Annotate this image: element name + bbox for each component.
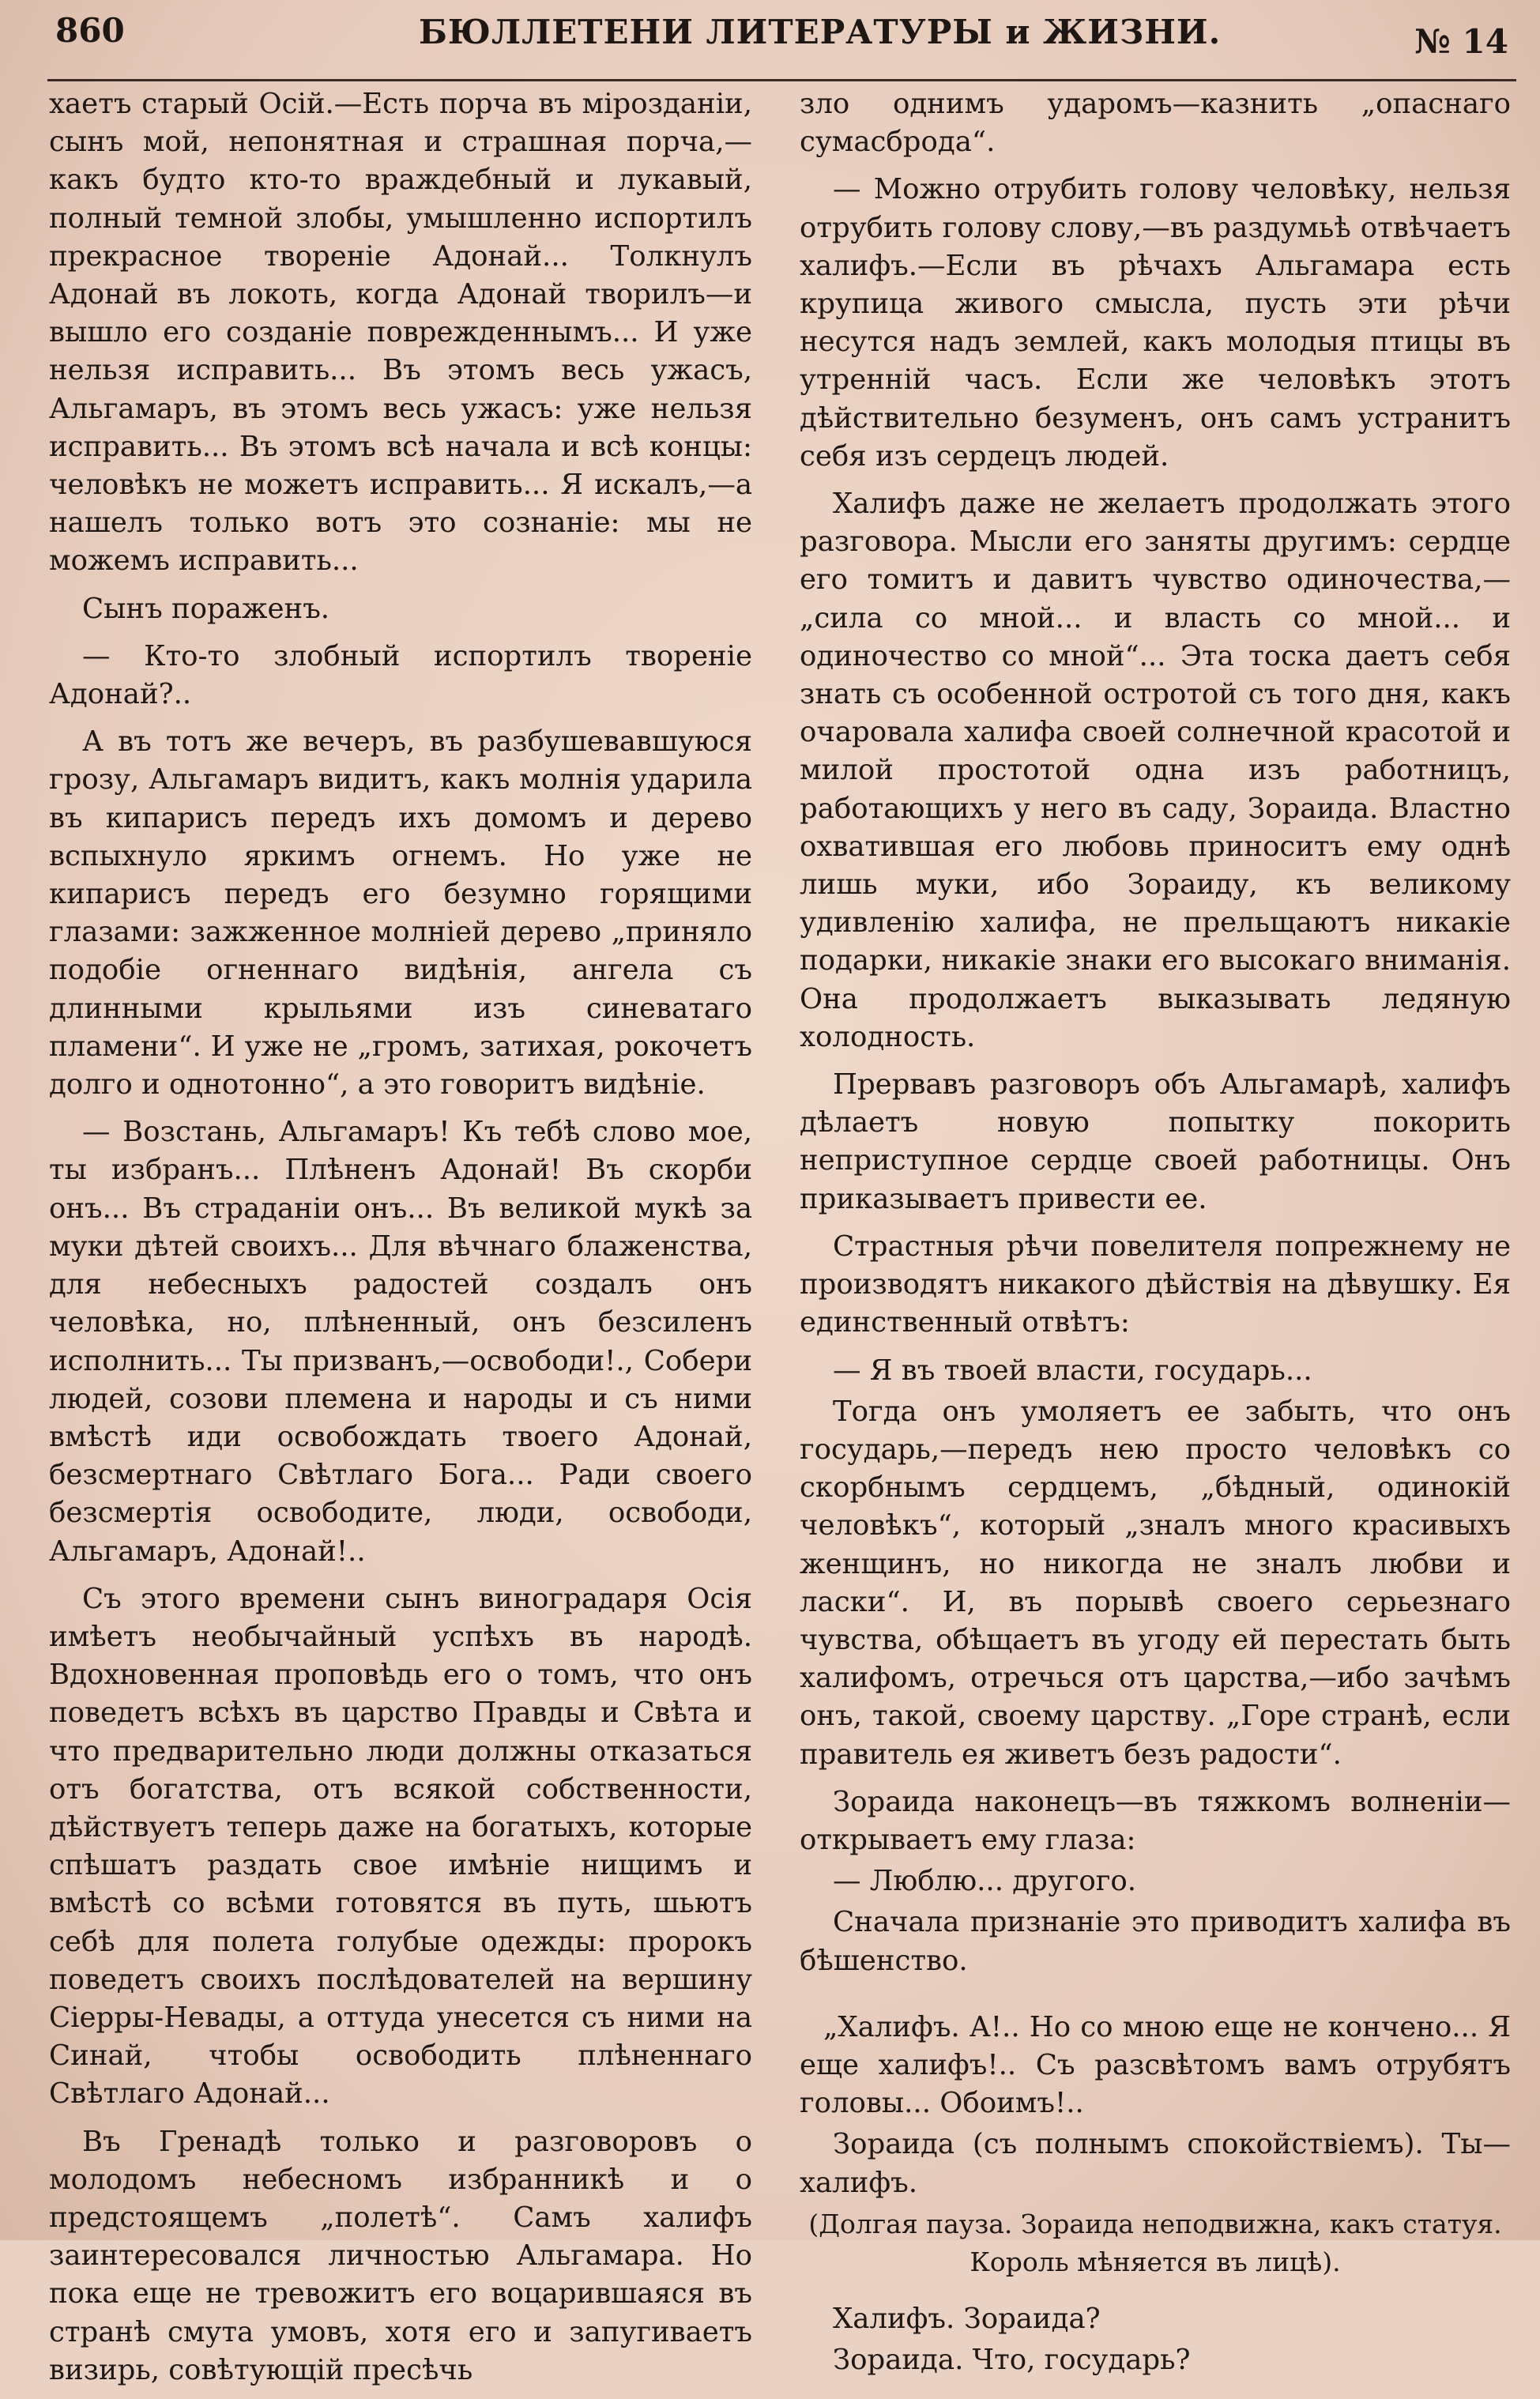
paragraph: Сначала признаніе это приводитъ халифа въ бѣшенство. xyxy=(800,1906,1511,1977)
paragraph: — Кто-то злобный испортилъ твореніе Адонай?.. xyxy=(49,639,752,711)
paragraph: Прервавъ разговоръ объ Альгамарѣ, халифъ дѣлаетъ новую попытку покорить неприступное сердце своей работницы. Онъ приказываетъ привести ее. xyxy=(800,1068,1511,1215)
paragraph: Халифъ даже не желаетъ продолжать этого разговора. Мысли его заняты другимъ: сердце его томитъ и давитъ чувство одиночества,—„сила со мной... и власть со мной... и одиночество со мной“... Эта тоска даетъ себя знать съ особенной остротой съ того дня, какъ очаровала халифа своей солнечной красотой и милой простотой одна изъ работницъ, работающихъ у него въ саду, Зораида. Властно охватившая его любовь приноситъ ему однѣ лишь муки, ибо Зораиду, къ великому удивленію халифа, не прельщаютъ никакіе подарки, никакіе знаки его высокаго вниманія. Она продолжаетъ выказывать ледяную холодность. xyxy=(800,488,1511,1053)
issue-number: № 14 xyxy=(1414,22,1508,61)
page-number: 860 xyxy=(55,11,125,50)
running-header xyxy=(55,8,1508,61)
running-title: БЮЛЛЕТЕНИ ЛИТЕРАТУРЫ и ЖИЗНИ. xyxy=(419,13,1222,51)
paragraph: — Возстань, Альгамаръ! Къ тебѣ слово мое, ты избранъ... Плѣненъ Адонай! Въ скорби онъ... Въ страданіи онъ... Въ великой мукѣ за муки дѣтей своихъ... Для вѣчнаго блаженства, для небесныхъ радостей создалъ онъ человѣка, но, плѣненный, онъ безсиленъ исполнить... Ты призванъ,—освободи!., Собери людей, созови племена и народы и съ ними вмѣстѣ иди освобождать твоего Адонай, безсмертнаго Свѣтлаго Бога... Ради своего безсмертія освободите, люди, освободи, Альгамаръ, Адонай!.. xyxy=(49,1116,752,1568)
paragraph: Тогда онъ умоляетъ ее забыть, что онъ государь,—передъ нею просто человѣкъ со скорбнымъ сердцемъ, „бѣдный, одинокій человѣкъ“, который „зналъ много красивыхъ женщинъ, но никогда не зналъ любви и ласки“. И, въ порывѣ своего серьезнаго чувства, обѣщаетъ въ угоду ей перестать быть халифомъ, отречься отъ царства,—ибо зачѣмъ онъ, такой, своему царству. „Горе странѣ, если правитель ея живетъ безъ радости“. xyxy=(800,1395,1511,1771)
left-column xyxy=(49,85,752,2399)
paragraph: хаетъ старый Осій.—Есть порча въ мірозданіи, сынъ мой, непонятная и страшная порча,—какъ будто кто-то враждебный и лукавый, полный темной злобы, умышленно испортилъ прекрасное твореніе Адонай... Толкнулъ Адонай въ локоть, когда Адонай творилъ—и вышло его созданіе поврежденнымъ... И уже нельзя исправить... Въ этомъ весь ужасъ, Альгамаръ, въ этомъ весь ужасъ: уже нельзя исправить... Въ этомъ всѣ начала и всѣ концы: человѣкъ не можетъ исправить... Я искалъ,—а нашелъ только вотъ это сознаніе: мы не можемъ исправить... xyxy=(49,88,752,578)
paragraph: зло однимъ ударомъ—казнить „опаснаго сумасброда“. xyxy=(800,88,1511,159)
paragraph: Съ этого времени сынъ виноградаря Осія имѣетъ необычайный успѣхъ въ народѣ. Вдохновенная проповѣдь его о томъ, что онъ поведетъ всѣхъ въ царство Правды и Свѣта и что предварительно люди должны отказаться отъ богатства, отъ всякой собственности, дѣйствуетъ теперь даже на богатыхъ, которые спѣшатъ раздать свое имѣніе нищимъ и вмѣстѣ со всѣми готовятся въ путь, шьютъ себѣ для полета голубые одежды: пророкъ поведетъ своихъ послѣдователей на вершину Сіерры-Невады, а оттуда унесется съ ними на Синай, чтобы освободить плѣненнаго Свѣтлаго Адонай... xyxy=(49,1582,752,2111)
right-column xyxy=(800,85,1511,2383)
play-excerpt-line: Зораида (съ полнымъ спокойствіемъ). Ты—халифъ. xyxy=(800,2128,1511,2199)
paragraph: Страстныя рѣчи повелителя попрежнему не производятъ никакого дѣйствія на дѣвушку. Ея единственный отвѣтъ: xyxy=(800,1230,1511,1339)
paragraph: Зораида наконецъ—въ тяжкомъ волненіи—открываетъ ему глаза: xyxy=(800,1785,1511,1856)
paragraph: Сынъ пораженъ. xyxy=(82,592,330,625)
stage-direction: (Долгая пауза. Зораида неподвижна, какъ статуя. Король мѣняется въ лицѣ). xyxy=(808,2208,1502,2277)
dialogue-line: — Я въ твоей власти, государь... xyxy=(833,1354,1312,1387)
play-excerpt-line: Зораида. Что, государь? xyxy=(833,2344,1191,2377)
paragraph: Въ Гренадѣ только и разговоровъ о молодомъ небесномъ избранникѣ и о предстоящемъ „полетѣ“. Самъ халифъ заинтересовался личностью Альгамара. Но пока еще не тревожитъ его воцарившаяся въ странѣ смута умовъ, хотя его и запугиваетъ визирь, совѣтующій пресѣчь xyxy=(49,2125,752,2386)
play-excerpt-line: „Халифъ. А!.. Но со мною еще не кончено... Я еще халифъ!.. Съ разсвѣтомъ вамъ отрубятъ головы... Обоимъ!.. xyxy=(800,2010,1511,2120)
dialogue-line: — Люблю... другого. xyxy=(833,1865,1136,1898)
paragraph: — Можно отрубить голову человѣку, нельзя отрубить голову слову,—въ раздумьѣ отвѣчаетъ халифъ.—Если въ рѣчахъ Альгамара есть крупица живого смысла, пусть эти рѣчи несутся надъ землей, какъ молодыя птицы въ утренній часъ. Если же человѣкъ этотъ дѣйствительно безуменъ, онъ самъ устранитъ себя изъ сердецъ людей. xyxy=(800,173,1511,473)
paragraph: А въ тотъ же вечеръ, въ разбушевавшуюся грозу, Альгамаръ видитъ, какъ молнія ударила въ кипарисъ передъ ихъ домомъ и дерево вспыхнуло яркимъ огнемъ. Но уже не кипарисъ передъ его безумно горящими глазами: зажженное молніей дерево „приняло подобіе огненнаго видѣнія, ангела съ длинными крыльями изъ синеватаго пламени“. И уже не „громъ, затихая, рокочетъ долго и однотонно“, а это говоритъ видѣніе. xyxy=(49,725,752,1102)
play-excerpt-line: Халифъ. Зораида? xyxy=(833,2303,1101,2336)
header-rule xyxy=(47,79,1516,81)
